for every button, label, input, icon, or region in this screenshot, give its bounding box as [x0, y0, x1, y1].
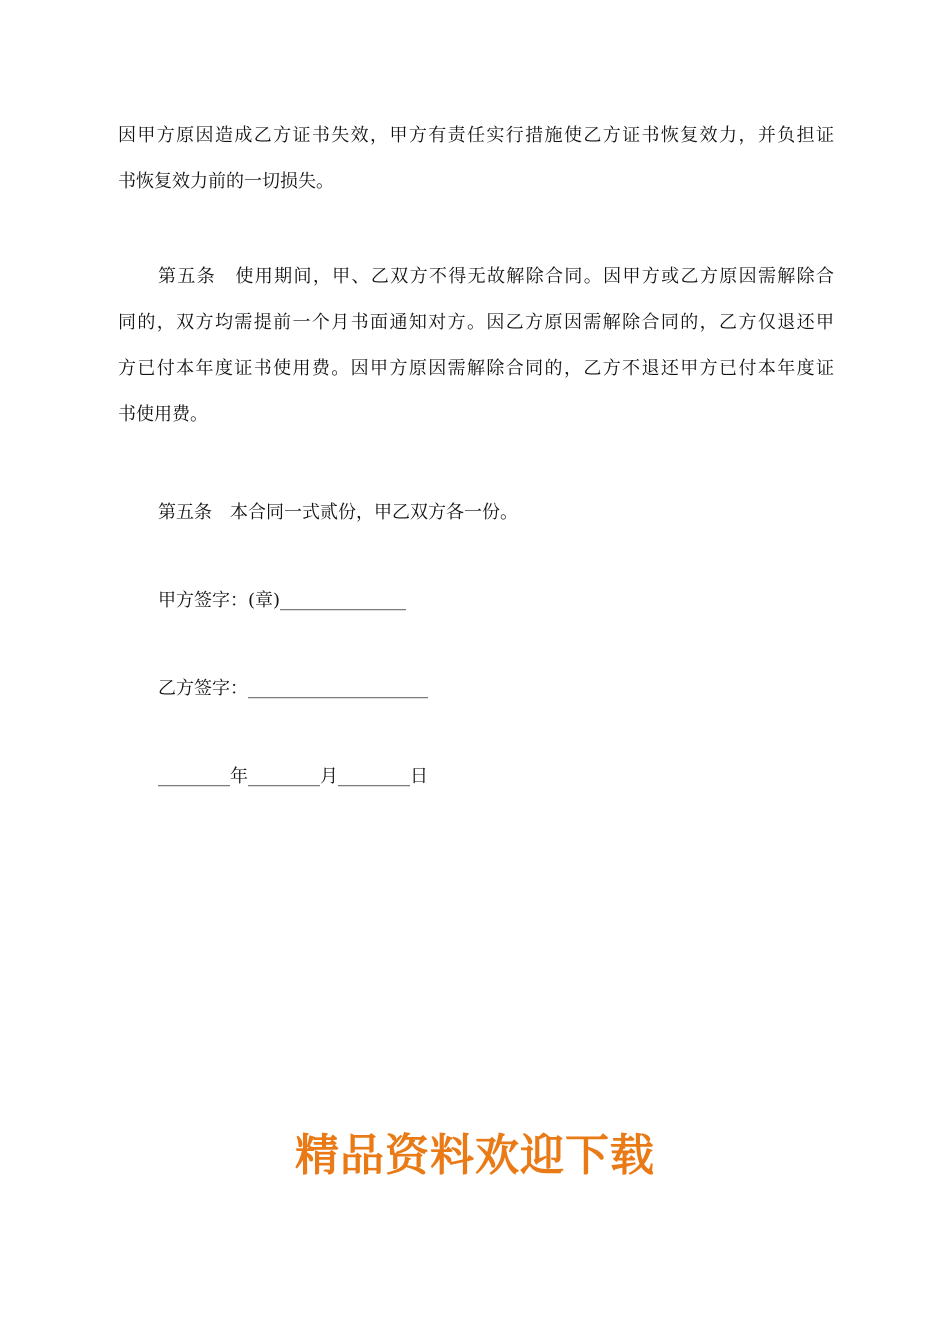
paragraph-line: 书恢复效力前的一切损失。	[118, 171, 334, 192]
paragraph-termination-clause	[118, 254, 834, 438]
paragraph-certificate-loss	[118, 113, 834, 205]
clause-copies: 第五条 本合同一式贰份，甲乙双方各一份。	[158, 502, 518, 523]
download-banner: 精品资料欢迎下载	[295, 1130, 655, 1181]
paragraph-line: 书使用费。	[118, 404, 208, 425]
paragraph-line: 方已付本年度证书使用费。因甲方原因需解除合同的，乙方不退还甲方已付本年度证	[118, 358, 834, 379]
signature-party-a: 甲方签字：(章)______________	[158, 590, 407, 611]
paragraph-line: 因甲方原因造成乙方证书失效，甲方有责任实行措施使乙方证书恢复效力，并负担证	[118, 125, 834, 146]
paragraph-line: 同的，双方均需提前一个月书面通知对方。因乙方原因需解除合同的，乙方仅退还甲	[118, 312, 834, 333]
paragraph-line: 第五条 使用期间，甲、乙双方不得无故解除合同。因甲方或乙方原因需解除合	[158, 266, 834, 287]
signature-date: ________年________月________日	[158, 766, 428, 787]
signature-party-b: 乙方签字：____________________	[158, 678, 428, 699]
